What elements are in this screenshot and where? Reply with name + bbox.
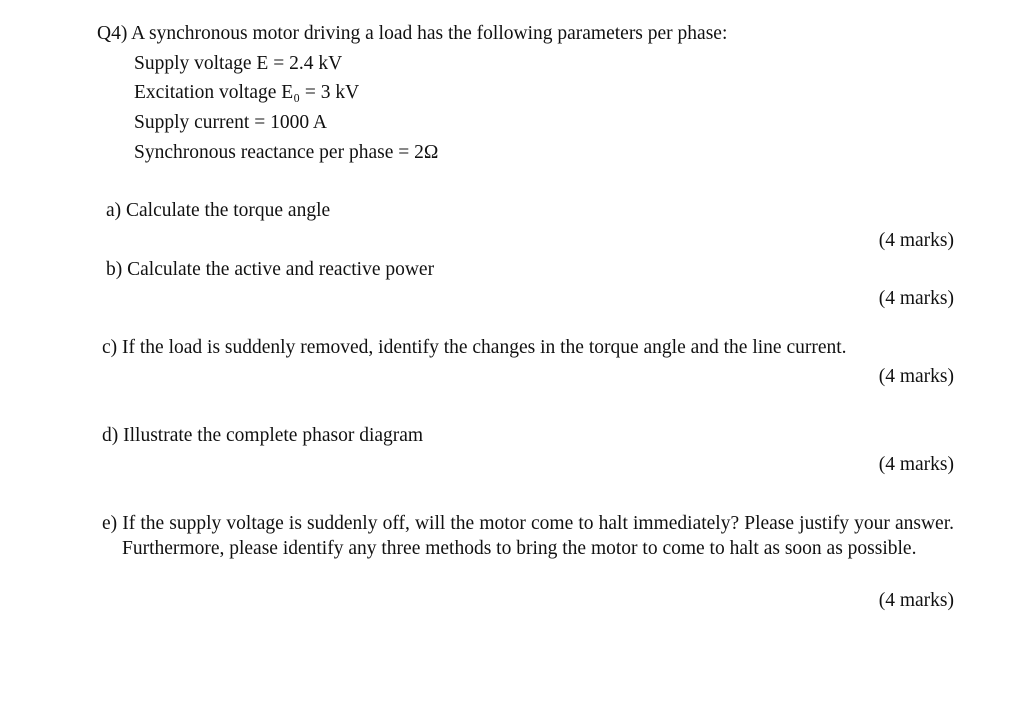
part-c-text: c) If the load is suddenly removed, identify the changes in the torque angle and the line current. xyxy=(102,337,847,358)
part-a-text: a) Calculate the torque angle xyxy=(106,200,331,221)
parameter-supply-current: Supply current = 1000 A xyxy=(134,112,327,133)
parameter-supply-voltage: Supply voltage E = 2.4 kV xyxy=(134,53,343,74)
part-e-marks: (4 marks) xyxy=(878,590,954,611)
part-d-marks: (4 marks) xyxy=(878,454,954,475)
parameter-excitation-voltage: Excitation voltage E₀ = 3 kV xyxy=(134,82,360,103)
part-b-text: b) Calculate the active and reactive power xyxy=(106,259,435,280)
part-d-text: d) Illustrate the complete phasor diagram xyxy=(102,425,424,446)
parameter-synchronous-reactance: Synchronous reactance per phase = 2Ω xyxy=(134,142,439,163)
part-c-marks: (4 marks) xyxy=(878,366,954,387)
part-e-text: e) If the supply voltage is suddenly off, will the motor come to halt immediately? Please justify your answer. Furthermore, please identify any three methods to bring the motor to come to halt as soon as possible. xyxy=(102,513,954,559)
part-a-marks: (4 marks) xyxy=(878,230,954,251)
part-b-marks: (4 marks) xyxy=(878,288,954,309)
question-stem: Q4) A synchronous motor driving a load has the following parameters per phase: xyxy=(97,23,728,44)
